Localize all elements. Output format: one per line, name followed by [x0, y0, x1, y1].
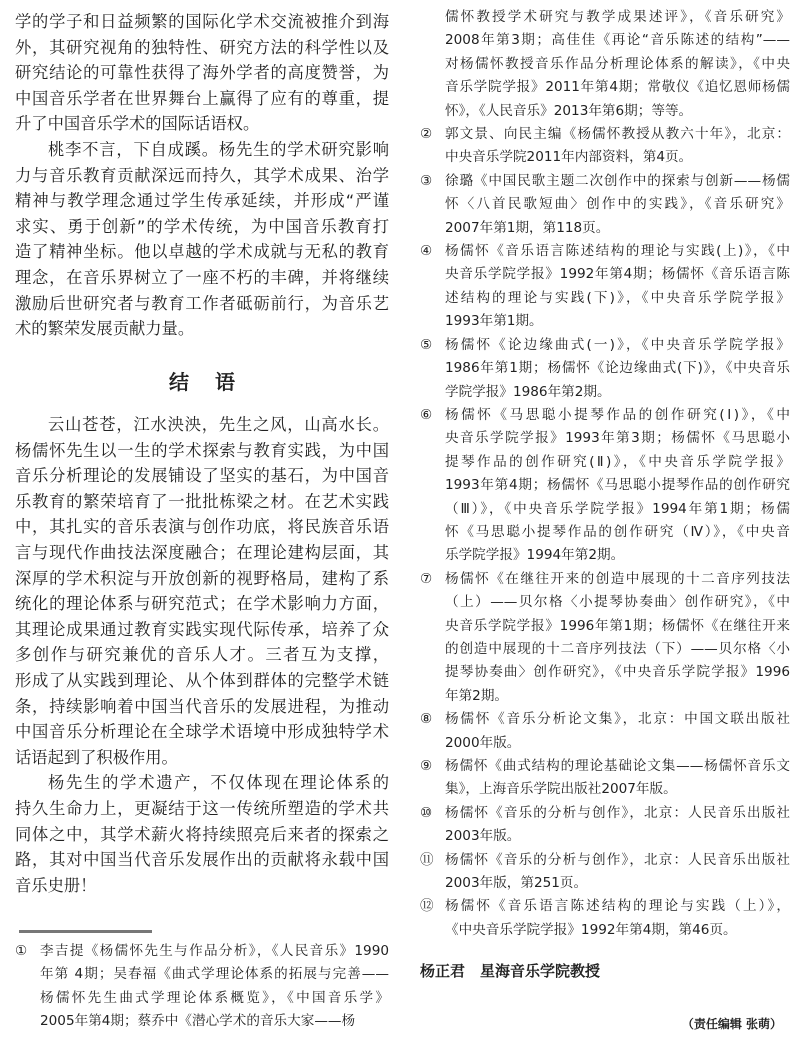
- text-line: 同体之中，其学术薪火将持续照亮后来者的探索之: [15, 824, 389, 844]
- footnote-item: [420, 895, 790, 942]
- text-line: 年第2期。: [445, 687, 509, 704]
- text-line: 多创作与研究兼优的音乐人才。三者互为支撑，: [15, 645, 389, 665]
- text-line: 音乐学院学报》2011年第4期；常敬仪《追忆恩师杨儒: [445, 79, 790, 96]
- footnote-marker: ⑨: [420, 758, 433, 774]
- text-line: 持久生命力上，更凝结于这一传统所塑造的学术共: [15, 798, 389, 818]
- text-line: 徐璐《中国民歌主题二次创作中的探索与创新——杨儒: [445, 172, 790, 189]
- text-line: 杨儒怀先生曲式学理论体系概览》，《中国音乐学》: [40, 989, 389, 1006]
- text-line: 杨儒怀《音乐语言陈述结构的理论与实践(上)》，《中: [445, 243, 790, 260]
- footnote-marker: ⑦: [420, 570, 433, 587]
- body-text-conclusion: [15, 412, 389, 898]
- footnote-item: [420, 849, 790, 896]
- section-heading: 结语: [169, 370, 261, 394]
- footnote-marker: ③: [420, 172, 433, 189]
- text-line: 央音乐学院学报》1996年第1期；杨儒怀《在继往开来: [445, 617, 790, 634]
- text-line: 杨先生的学术遗产，不仅体现在理论体系的: [48, 773, 389, 793]
- paragraph: [15, 412, 389, 770]
- footnote-item: [420, 240, 790, 334]
- text-line: 1993年第4期；杨儒怀《马思聪小提琴作品的创作研究: [445, 477, 790, 494]
- text-line: 外，其研究视角的独特性、研究方法的科学性以及: [15, 37, 389, 57]
- text-line: 1986年第1期；杨儒怀《论边缘曲式(下)》，《中央音乐: [445, 360, 790, 377]
- text-line: 集》，上海音乐学院出版社2007年版。: [445, 781, 677, 798]
- text-line: 其理论成果通过教育实践实现代际传承，培养了众: [15, 619, 389, 639]
- text-line: 2000年版。: [445, 734, 521, 751]
- body-text-top: [15, 9, 389, 342]
- text-line: 1993年第1期。: [445, 313, 543, 330]
- footnote-item: [420, 755, 790, 802]
- footnote-marker: ⑫: [420, 898, 434, 915]
- text-line: 学院学报》1986年第2期。: [445, 383, 611, 400]
- footnote-separator: [19, 930, 152, 933]
- footnote-item: [420, 708, 790, 755]
- text-line: 提琴作品的创作研究(Ⅱ)》，《中央音乐学院学报》: [445, 453, 790, 470]
- text-line: 央音乐学院学报》1993年第3期；杨儒怀《马思聪小: [445, 430, 790, 447]
- text-line: 中，其扎实的音乐表演与创作功底，将民族音乐语: [15, 517, 389, 537]
- text-line: 怀〈八首民歌短曲〉创作中的实践》，《音乐研究》: [445, 196, 790, 213]
- text-line: 力与音乐教育贡献深远而持久，其学术成果、治学: [15, 165, 389, 185]
- text-line: 造了精神坐标。他以卓越的学术成就与无私的教育: [15, 242, 389, 262]
- text-line: 形成了从实践到理论、从个体到群体的完整学术链: [15, 670, 389, 690]
- footnote-marker: ⑧: [420, 711, 433, 728]
- text-line: 郭文景、向民主编《杨儒怀教授从教六十年》，北京：: [445, 126, 790, 143]
- text-line: 怀《马思聪小提琴作品的创作研究（Ⅳ）》，《中央音: [445, 523, 790, 540]
- paragraph: [15, 770, 389, 898]
- text-line: 2005年第4期；蔡乔中《潜心学术的音乐大家——杨: [40, 1013, 356, 1030]
- text-line: 的创造中展现的十二音序列技法（下）——贝尔格〈小: [445, 640, 790, 657]
- footnote-item: [420, 123, 790, 170]
- footnote-continuation: [420, 6, 790, 123]
- text-line: 乐学院学报》1994年第2期。: [445, 547, 625, 564]
- footnote-marker: ②: [420, 126, 433, 143]
- text-line: 条，持续影响着中国当代音乐的发展进程，为推动: [15, 696, 389, 716]
- text-line: 乐教育的繁荣培育了一批批栋梁之材。在艺术实践: [15, 491, 389, 511]
- footnote-marker: ①: [15, 943, 28, 959]
- text-line: 提琴协奏曲〉创作研究》，《中央音乐学院学报》1996: [445, 664, 790, 681]
- text-line: 央音乐学院学报》1992年第4期；杨儒怀《音乐语言陈: [445, 266, 790, 283]
- text-line: 中国音乐学者在世界舞台上赢得了应有的尊重，提: [15, 88, 389, 108]
- footnote-item: [15, 940, 389, 1034]
- text-line: 中央音乐学院2011年内部资料，第4页。: [445, 149, 693, 166]
- text-line: 李吉提《杨儒怀先生与作品分析》，《人民音乐》1990: [40, 943, 389, 959]
- footnote-marker: ⑤: [420, 336, 433, 353]
- footnote-item: [420, 568, 790, 708]
- text-line: 杨儒怀《音乐分析论文集》，北京：中国文联出版社: [445, 711, 790, 728]
- text-line: 2003年版。: [445, 828, 521, 845]
- text-line: 精神与教学理念通过学生传承延续，并形成“严谨: [15, 191, 389, 211]
- footnote-marker: ④: [420, 243, 433, 260]
- footnote-item: [420, 334, 790, 404]
- text-line: 话语起到了积极作用。: [15, 747, 178, 767]
- footnote-item: [420, 170, 790, 240]
- text-line: 怀》，《人民音乐》2013年第6期；等等。: [445, 102, 693, 119]
- footnote-marker: ⑩: [420, 804, 433, 821]
- text-line: 音乐史册！: [15, 875, 97, 895]
- text-line: 《中央音乐学院学报》1992年第4期，第46页。: [445, 921, 737, 938]
- text-line: 杨儒怀《曲式结构的理论基础论文集——杨儒怀音乐文: [445, 758, 790, 774]
- text-line: 云山苍苍，江水泱泱，先生之风，山高水长。: [48, 415, 389, 434]
- text-line: 述结构的理论与实践(下)》，《中央音乐学院学报》: [445, 289, 790, 306]
- text-line: 音乐分析理论的发展铺设了坚实的基石，为中国音: [15, 466, 389, 486]
- footnotes-left: [15, 940, 389, 1034]
- text-line: 杨儒怀《音乐语言陈述结构的理论与实践（上）》，: [445, 898, 790, 915]
- paragraph: [15, 137, 389, 342]
- text-line: 杨儒怀先生以一生的学术探索与教育实践，为中国: [15, 440, 389, 460]
- text-line: 杨儒怀《马思聪小提琴作品的创作研究(Ⅰ)》，《中: [445, 406, 790, 423]
- text-line: 术的繁荣发展贡献力量。: [15, 319, 195, 339]
- text-line: 研究结论的可靠性获得了海外学者的高度赞誉，为: [15, 63, 389, 83]
- footnote-marker: ⑥: [420, 406, 433, 423]
- responsible-editor: （责任编辑 张萌）: [681, 1017, 782, 1031]
- footnote-marker: ⑪: [420, 851, 434, 868]
- text-line: 2003年版，第251页。: [445, 875, 588, 892]
- text-line: 深厚的学术积淀与开放创新的视野格局，建构了系: [15, 568, 389, 588]
- text-line: 杨儒怀《音乐的分析与创作》，北京：人民音乐出版社: [445, 804, 790, 821]
- text-line: （上）——贝尔格〈小提琴协奏曲〉创作研究》，《中: [445, 594, 790, 611]
- text-line: 杨儒怀《在继往开来的创造中展现的十二音序列技法: [445, 570, 790, 587]
- footnote-item: [420, 802, 790, 849]
- text-line: 对杨儒怀教授音乐作品分析理论体系的解读》，《中央: [445, 55, 790, 72]
- author-affiliation: 杨正君 星海音乐学院教授: [420, 962, 601, 980]
- text-line: 激励后世研究者与教育工作者砥砺前行，为音乐艺: [15, 293, 389, 313]
- text-line: 升了中国音乐学术的国际话语权。: [15, 114, 260, 134]
- paragraph: [15, 9, 389, 137]
- text-line: 理念，在音乐界树立了一座不朽的丰碑，并将继续: [15, 267, 389, 287]
- footnotes-right: [420, 6, 790, 942]
- text-line: 杨儒怀《音乐的分析与创作》，北京：人民音乐出版社: [445, 851, 790, 868]
- text-line: （Ⅲ）》，《中央音乐学院学报》1994年第1期；杨儒: [445, 500, 790, 517]
- text-line: 中国音乐分析理论在全球学术语境中形成独特学术: [15, 722, 389, 742]
- text-line: 言与现代作曲技法深度融合；在理论建构层面，其: [15, 542, 389, 562]
- text-line: 求实、勇于创新”的学术传统，为中国音乐教育打: [15, 216, 389, 236]
- text-line: 路，其对中国当代音乐发展作出的贡献将永载中国: [15, 850, 389, 870]
- text-line: 2007年第1期，第118页。: [445, 219, 610, 236]
- text-line: 杨儒怀《论边缘曲式(一)》，《中央音乐学院学报》: [445, 336, 790, 353]
- footnote-item: [420, 404, 790, 568]
- text-line: 年第 4期；吴春福《曲式学理论体系的拓展与完善——: [40, 966, 389, 983]
- text-line: 统化的理论体系与研究范式；在学术影响力方面，: [15, 594, 389, 614]
- text-line: 学的学子和日益频繁的国际化学术交流被推介到海: [15, 12, 389, 31]
- text-line: 儒怀教授学术研究与教学成果述评》，《音乐研究》: [445, 9, 790, 25]
- text-line: 桃李不言，下自成蹊。杨先生的学术研究影响: [48, 139, 389, 159]
- text-line: 2008年第3期；高佳佳《再论“音乐陈述的结构”——: [445, 32, 790, 49]
